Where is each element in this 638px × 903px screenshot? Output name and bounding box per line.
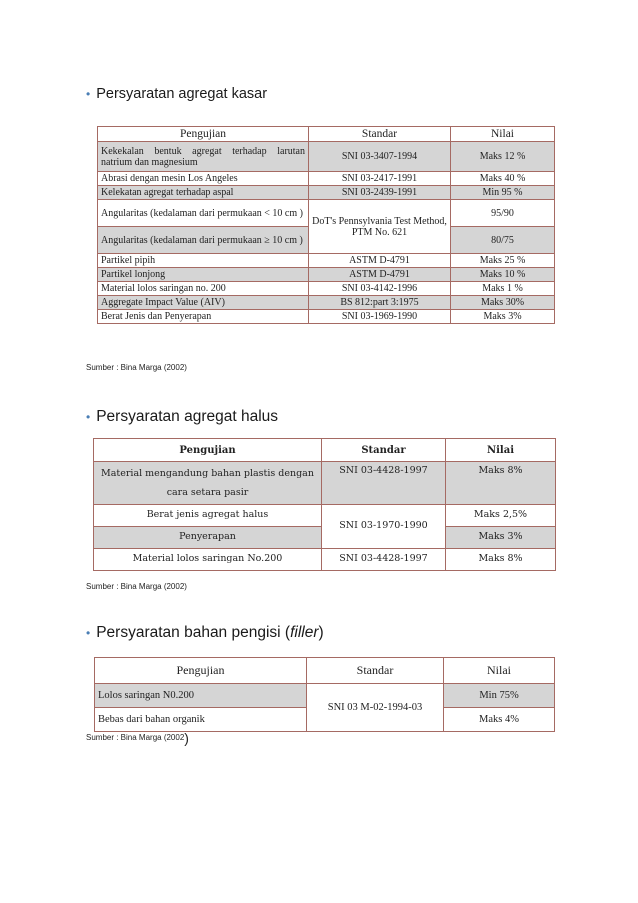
cell-test: Penyerapan: [94, 527, 322, 549]
cell-test: Partikel lonjong: [98, 268, 309, 282]
cell-test: Berat Jenis dan Penyerapan: [98, 310, 309, 324]
cell-value: Maks 30%: [451, 296, 555, 310]
cell-test: Kekekalan bentuk agregat terhadap larutan natrium dan magnesium: [98, 142, 309, 172]
source-note: [86, 727, 189, 746]
table-row: [95, 684, 555, 708]
table-row: [94, 462, 556, 505]
cell-value: Maks 2,5%: [446, 505, 556, 527]
table-header-row: [94, 439, 556, 462]
table-bahan-pengisi: [94, 657, 555, 732]
cell-test: Angularitas (kedalaman dari permukaan ≥ 10 cm ): [98, 227, 309, 254]
table-row: [98, 254, 555, 268]
header-nilai: Nilai: [444, 658, 555, 684]
table-row: [98, 282, 555, 296]
source-text: Sumber : Bina Marga (2002: [86, 733, 185, 742]
table-row: [94, 549, 556, 571]
cell-test: Material lolos saringan no. 200: [98, 282, 309, 296]
header-nilai: Nilai: [446, 439, 556, 462]
table-agregat-halus: [93, 438, 556, 571]
cell-value: Maks 8%: [446, 462, 556, 505]
cell-value: Maks 12 %: [451, 142, 555, 172]
table-row: [98, 268, 555, 282]
table-row: [98, 310, 555, 324]
cell-value: 80/75: [451, 227, 555, 254]
cell-test: Berat jenis agregat halus: [94, 505, 322, 527]
header-pengujian: Pengujian: [95, 658, 307, 684]
cell-standard: SNI 03-4428-1997: [322, 549, 446, 571]
heading-text: Persyaratan agregat halus: [96, 408, 279, 425]
cell-value: Maks 4%: [444, 708, 555, 732]
cell-standard: BS 812:part 3:1975: [309, 296, 451, 310]
header-standar: Standar: [322, 439, 446, 462]
heading-italic-text: filler: [290, 624, 319, 641]
cell-standard: SNI 03-1970-1990: [322, 505, 446, 549]
source-note: Sumber : Bina Marga (2002): [86, 582, 187, 591]
cell-value: 95/90: [451, 200, 555, 227]
cell-value: Min 95 %: [451, 186, 555, 200]
header-standar: Standar: [307, 658, 444, 684]
table-row: [98, 172, 555, 186]
bullet-icon: •: [86, 87, 91, 101]
table-row: [98, 200, 555, 227]
cell-test: Abrasi dengan mesin Los Angeles: [98, 172, 309, 186]
table-header-row: [95, 658, 555, 684]
header-pengujian: Pengujian: [98, 127, 309, 142]
cell-standard: ASTM D-4791: [309, 254, 451, 268]
heading-text: Persyaratan agregat kasar: [96, 86, 268, 102]
header-pengujian: Pengujian: [94, 439, 322, 462]
heading-close-text: ): [318, 624, 324, 641]
cell-test: Angularitas (kedalaman dari permukaan < 10 cm ): [98, 200, 309, 227]
cell-value: Maks 3%: [446, 527, 556, 549]
cell-test: Kelekatan agregat terhadap aspal: [98, 186, 309, 200]
bullet-icon: •: [86, 410, 91, 424]
cell-value: Min 75%: [444, 684, 555, 708]
cell-test: Partikel pipih: [98, 254, 309, 268]
cell-standard: SNI 03-4142-1996: [309, 282, 451, 296]
cell-value: Maks 3%: [451, 310, 555, 324]
cell-standard: SNI 03-1969-1990: [309, 310, 451, 324]
cell-value: Maks 1 %: [451, 282, 555, 296]
cell-standard: DoT's Pennsylvania Test Method, PTM No. 621: [309, 200, 451, 254]
cell-test: Aggregate Impact Value (AIV): [98, 296, 309, 310]
cell-value: Maks 25 %: [451, 254, 555, 268]
source-paren: ): [184, 730, 189, 746]
table-row: [94, 505, 556, 527]
header-nilai: Nilai: [451, 127, 555, 142]
bullet-icon: •: [86, 626, 91, 640]
header-standar: Standar: [309, 127, 451, 142]
section-heading-agregat-halus: [86, 408, 278, 426]
heading-main-text: Persyaratan bahan pengisi (: [96, 624, 291, 641]
table-row: [98, 296, 555, 310]
cell-test: Bebas dari bahan organik: [95, 708, 307, 732]
cell-test: Material mengandung bahan plastis dengan cara setara pasir: [94, 462, 322, 505]
table-agregat-kasar: [97, 126, 555, 324]
cell-standard: SNI 03-3407-1994: [309, 142, 451, 172]
source-note: Sumber : Bina Marga (2002): [86, 363, 187, 372]
table-row: [98, 142, 555, 172]
table-row: [98, 186, 555, 200]
section-heading-bahan-pengisi: [86, 624, 324, 642]
heading-text: [96, 624, 323, 642]
cell-test: Material lolos saringan No.200: [94, 549, 322, 571]
table-header-row: [98, 127, 555, 142]
cell-standard: SNI 03-4428-1997: [322, 462, 446, 505]
cell-value: Maks 8%: [446, 549, 556, 571]
section-heading-agregat-kasar: [86, 86, 267, 102]
cell-standard: SNI 03-2417-1991: [309, 172, 451, 186]
cell-value: Maks 40 %: [451, 172, 555, 186]
cell-test: Lolos saringan N0.200: [95, 684, 307, 708]
cell-standard: SNI 03-2439-1991: [309, 186, 451, 200]
cell-value: Maks 10 %: [451, 268, 555, 282]
cell-standard: ASTM D-4791: [309, 268, 451, 282]
cell-standard: SNI 03 M-02-1994-03: [307, 684, 444, 732]
